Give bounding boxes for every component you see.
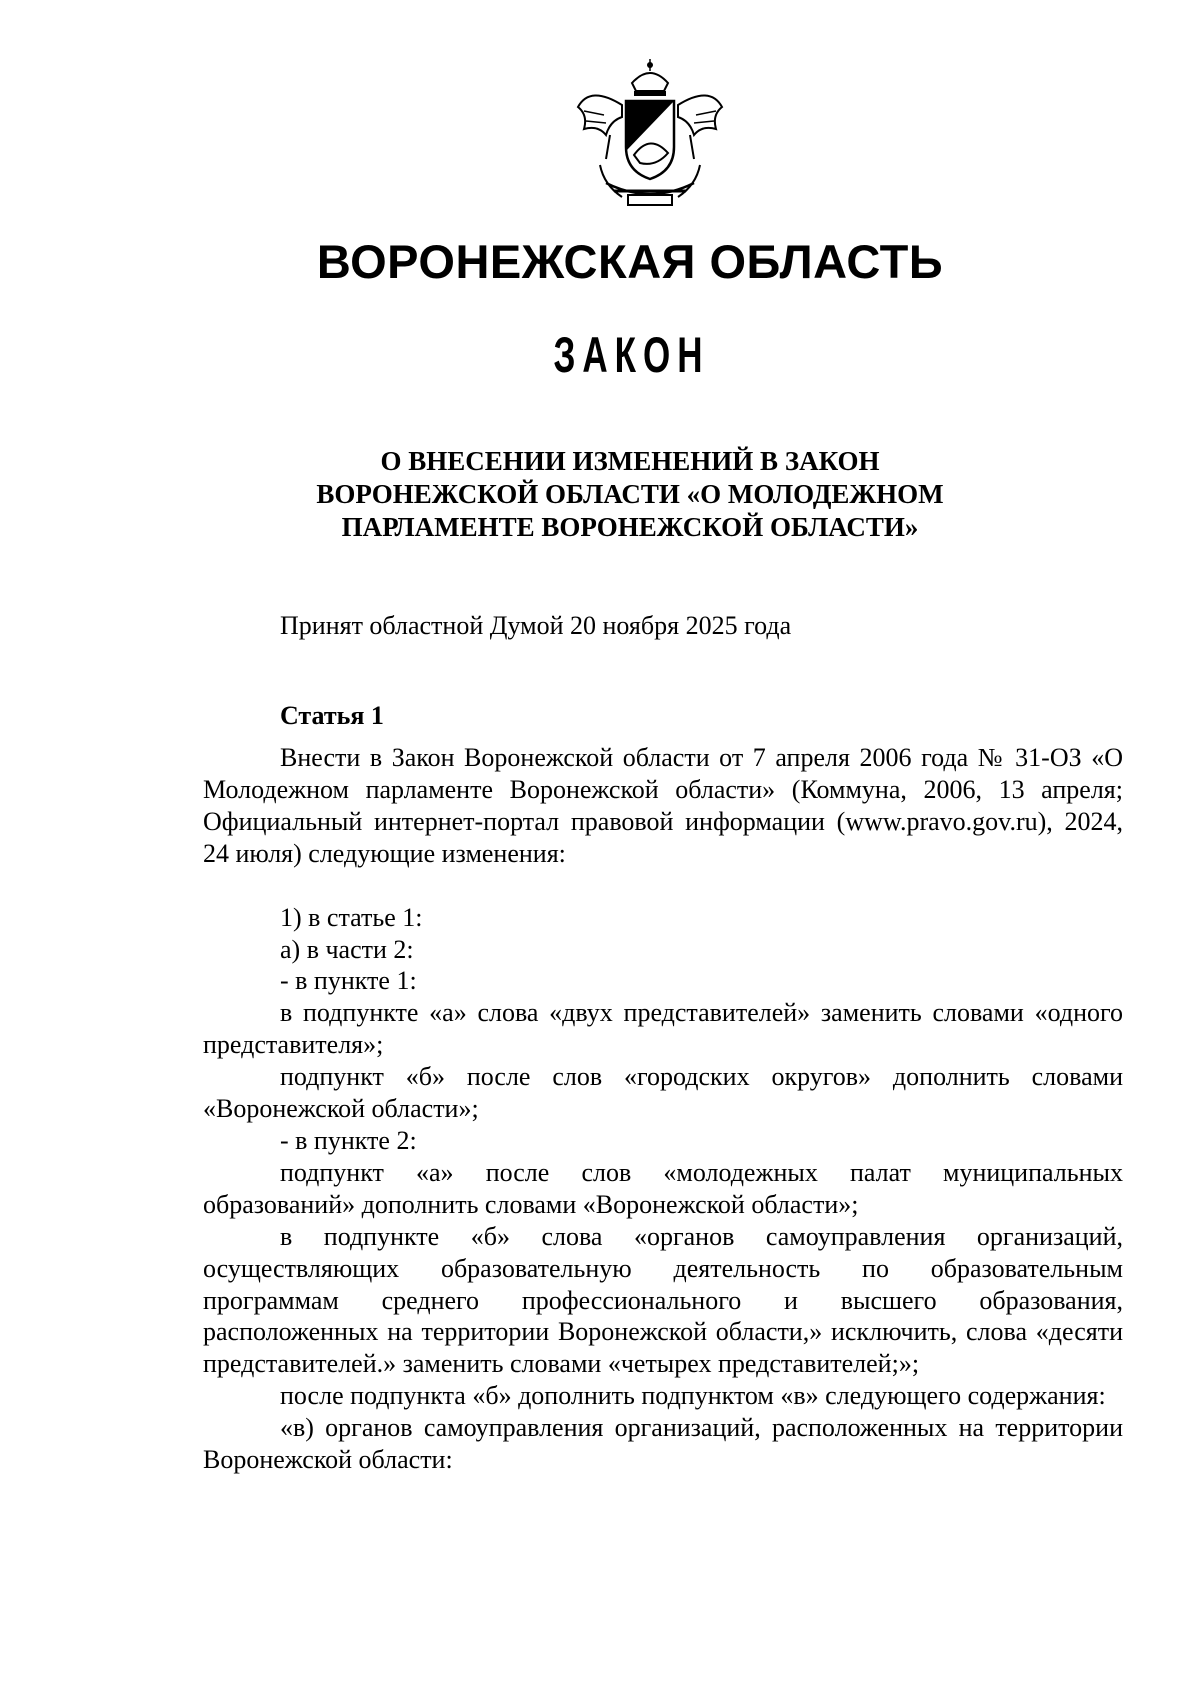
paragraph: - в пункте 2: bbox=[280, 1125, 417, 1155]
article-heading: Статья 1 bbox=[280, 701, 384, 730]
document-type: ЗАКОН bbox=[553, 327, 710, 383]
paragraph: «в) органов самоуправления организаций, расположенных на территории Воронежской области: bbox=[203, 1413, 1123, 1475]
region-name: ВОРОНЕЖСКАЯ ОБЛАСТЬ bbox=[316, 235, 944, 288]
paragraph: подпункт «б» после слов «городских округов» дополнить словами «Воронежской области»; bbox=[203, 1062, 1123, 1124]
paragraph: в подпункте «б» слова «органов самоуправления организаций, осуществляющих образовательную деятельность по образовательным программам среднего профессионального и высшего образования, расположенных на территории Воронежской области,» исключить, слова «десяти представителей.» заменить словами «четырех представителей;»; bbox=[203, 1221, 1123, 1379]
coat-of-arms-emblem bbox=[570, 55, 730, 215]
article-body bbox=[203, 742, 1123, 1476]
paragraph: подпункт «а» после слов «молодежных палат муниципальных образований» дополнить словами «Воронежской области»; bbox=[203, 1157, 1123, 1219]
paragraph: 1) в статье 1: bbox=[280, 902, 423, 932]
paragraph: а) в части 2: bbox=[280, 934, 414, 964]
paragraph-gap bbox=[203, 870, 1123, 902]
adoption-date: Принят областной Думой 20 ноября 2025 года bbox=[280, 611, 792, 640]
paragraph: Внести в Закон Воронежской области от 7 апреля 2006 года № 31-ОЗ «О Молодежном парламенте Воронежской области» (Коммуна, 2006, 13 апреля; Официальный интернет-портал правовой информации (www.pravo.gov.ru), 2024, 24 июля) следующие изменения: bbox=[203, 743, 1123, 868]
law-title bbox=[280, 445, 980, 544]
law-title-line: ВОРОНЕЖСКОЙ ОБЛАСТИ «О МОЛОДЕЖНОМ bbox=[316, 479, 944, 509]
paragraph: - в пункте 1: bbox=[280, 966, 417, 996]
paragraph: после подпункта «б» дополнить подпунктом «в» следующего содержания: bbox=[280, 1381, 1106, 1411]
paragraph: в подпункте «а» слова «двух представителей» заменить словами «одного представителя»; bbox=[203, 998, 1123, 1060]
law-title-line: ПАРЛАМЕНТЕ ВОРОНЕЖСКОЙ ОБЛАСТИ» bbox=[341, 512, 919, 542]
law-title-line: О ВНЕСЕНИИ ИЗМЕНЕНИЙ В ЗАКОН bbox=[380, 446, 880, 476]
